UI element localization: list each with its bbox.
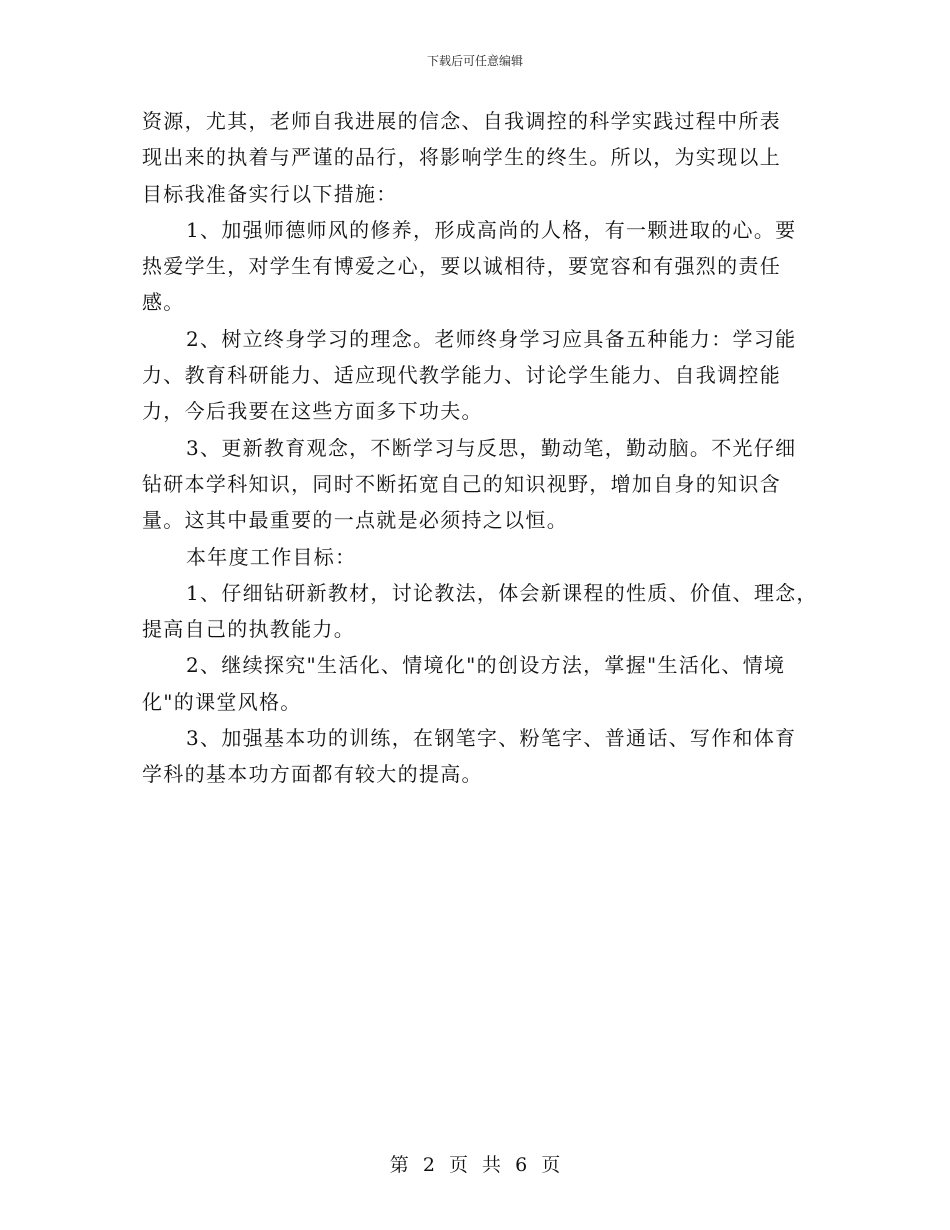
body-text-line: 资源，尤其，老师自我进展的信念、自我调控的科学实践过程中所表 [142, 109, 781, 133]
footer-total-pages: 6 [515, 1154, 528, 1176]
header-text: 下载后可任意编辑 [426, 54, 523, 68]
body-text-line: 量。这其中最重要的一点就是必须持之以恒。 [142, 508, 568, 533]
body-text-line: 钻研本学科知识，同时不断拓宽自己的知识视野，增加自身的知识含 [142, 471, 781, 496]
body-text-line: 2、继续探究"生活化、情境化"的创设方法，掌握"生活化、情境 [186, 653, 786, 678]
body-text-line: 热爱学生，对学生有博爱之心，要以诚相待，要宽容和有强烈的责任 [142, 254, 781, 279]
body-text-line: 本年度工作目标： [186, 544, 357, 569]
page-footer [0, 1152, 950, 1178]
footer-label-total-unit: 页 [541, 1154, 561, 1176]
body-text-line: 目标我准备实行以下措施： [142, 181, 398, 206]
body-text-line: 1、加强师德师风的修养，形成高尚的人格，有一颗进取的心。要 [186, 217, 797, 242]
document-body [142, 103, 822, 793]
page-header [0, 53, 950, 69]
body-text-line: 现出来的执着与严谨的品行，将影响学生的终生。所以，为实现以上 [142, 145, 781, 170]
footer-label-page: 第 [389, 1154, 409, 1176]
body-text-line: 化"的课堂风格。 [142, 689, 302, 714]
body-text-line: 力、教育科研能力、适应现代教学能力、讨论学生能力、自我调控能 [142, 363, 781, 388]
body-text-line: 力，今后我要在这些方面多下功夫。 [142, 399, 483, 424]
body-text-line: 1、仔细钻研新教材，讨论教法，体会新课程的性质、价值、理念， [186, 580, 818, 605]
body-text-line: 2、树立终身学习的理念。老师终身学习应具备五种能力：学习能 [186, 326, 797, 351]
footer-current-page: 2 [422, 1154, 435, 1176]
body-text-line: 提高自己的执教能力。 [142, 617, 355, 642]
footer-label-total: 共 [482, 1154, 502, 1176]
body-text-line: 学科的基本功方面都有较大的提高。 [142, 762, 483, 787]
body-text-line: 感。 [142, 290, 185, 315]
footer-label-page-unit: 页 [448, 1154, 468, 1176]
body-text-line: 3、更新教育观念，不断学习与反思，勤动笔，勤动脑。不光仔细 [186, 435, 797, 460]
body-text-line: 3、加强基本功的训练，在钢笔字、粉笔字、普通话、写作和体育 [186, 726, 797, 751]
